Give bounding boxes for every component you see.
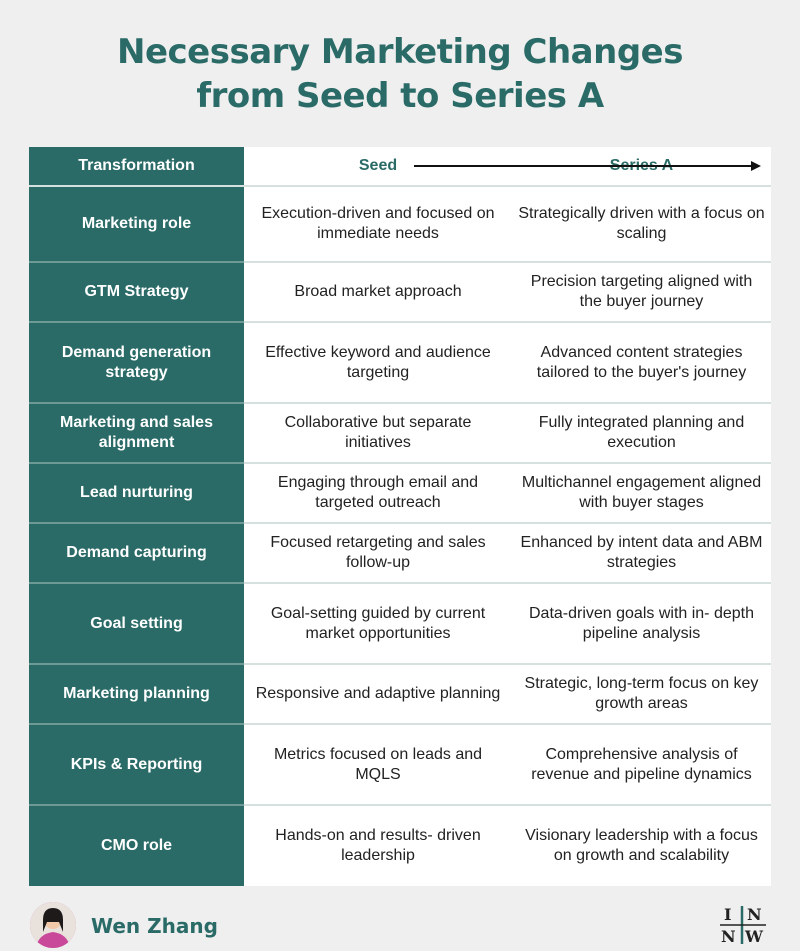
svg-text:N: N bbox=[747, 905, 762, 924]
row-seed-value: Responsive and adaptive planning bbox=[244, 664, 512, 724]
title-line-1: Necessary Marketing Changes bbox=[117, 32, 683, 72]
row-series-a-value: Precision targeting aligned with the buyer journey bbox=[512, 262, 771, 322]
svg-text:W: W bbox=[745, 927, 763, 946]
header-transformation: Transformation bbox=[29, 147, 244, 186]
page-title bbox=[0, 30, 800, 118]
table-row bbox=[29, 805, 771, 886]
table-row bbox=[29, 262, 771, 322]
row-seed-value: Metrics focused on leads and MQLS bbox=[244, 724, 512, 805]
header-seed-label: Seed bbox=[358, 157, 398, 174]
table-header-row bbox=[29, 147, 771, 186]
row-seed-value: Execution-driven and focused on immediate needs bbox=[244, 186, 512, 262]
table-row bbox=[29, 664, 771, 724]
row-label: Marketing role bbox=[29, 186, 244, 262]
row-series-a-value: Fully integrated planning and execution bbox=[512, 403, 771, 463]
row-series-a-value: Data-driven goals with in- depth pipeline analysis bbox=[512, 583, 771, 664]
table-row bbox=[29, 186, 771, 262]
row-series-a-value: Comprehensive analysis of revenue and pipeline dynamics bbox=[512, 724, 771, 805]
comparison-table bbox=[29, 147, 771, 886]
row-seed-value: Focused retargeting and sales follow-up bbox=[244, 523, 512, 583]
avatar bbox=[30, 902, 76, 948]
row-series-a-value: Enhanced by intent data and ABM strategies bbox=[512, 523, 771, 583]
row-series-a-value: Visionary leadership with a focus on growth and scalability bbox=[512, 805, 771, 886]
author-name: Wen Zhang bbox=[91, 914, 218, 938]
table-row bbox=[29, 583, 771, 664]
row-label: Marketing and sales alignment bbox=[29, 403, 244, 463]
row-seed-value: Collaborative but separate initiatives bbox=[244, 403, 512, 463]
row-series-a-value: Strategically driven with a focus on scaling bbox=[512, 186, 771, 262]
row-label: Lead nurturing bbox=[29, 463, 244, 523]
table-row bbox=[29, 724, 771, 805]
row-seed-value: Goal-setting guided by current market opportunities bbox=[244, 583, 512, 664]
table-row bbox=[29, 403, 771, 463]
row-label: Demand capturing bbox=[29, 523, 244, 583]
row-series-a-value: Strategic, long-term focus on key growth areas bbox=[512, 664, 771, 724]
table-row bbox=[29, 463, 771, 523]
row-label: Goal setting bbox=[29, 583, 244, 664]
row-label: KPIs & Reporting bbox=[29, 724, 244, 805]
row-seed-value: Hands-on and results- driven leadership bbox=[244, 805, 512, 886]
svg-text:N: N bbox=[721, 927, 736, 946]
row-label: CMO role bbox=[29, 805, 244, 886]
table-row bbox=[29, 322, 771, 403]
row-label: Demand generation strategy bbox=[29, 322, 244, 403]
row-series-a-value: Advanced content strategies tailored to the buyer's journey bbox=[512, 322, 771, 403]
arrow-right-icon bbox=[414, 165, 759, 167]
header-series-a: Series A bbox=[512, 147, 771, 186]
row-label: GTM Strategy bbox=[29, 262, 244, 322]
row-seed-value: Effective keyword and audience targeting bbox=[244, 322, 512, 403]
row-series-a-value: Multichannel engagement aligned with buyer stages bbox=[512, 463, 771, 523]
table-row bbox=[29, 523, 771, 583]
header-seed bbox=[244, 147, 512, 186]
row-label: Marketing planning bbox=[29, 664, 244, 724]
svg-text:I: I bbox=[724, 905, 732, 924]
title-line-2: from Seed to Series A bbox=[196, 76, 604, 116]
row-seed-value: Broad market approach bbox=[244, 262, 512, 322]
company-logo bbox=[718, 904, 768, 946]
row-seed-value: Engaging through email and targeted outreach bbox=[244, 463, 512, 523]
